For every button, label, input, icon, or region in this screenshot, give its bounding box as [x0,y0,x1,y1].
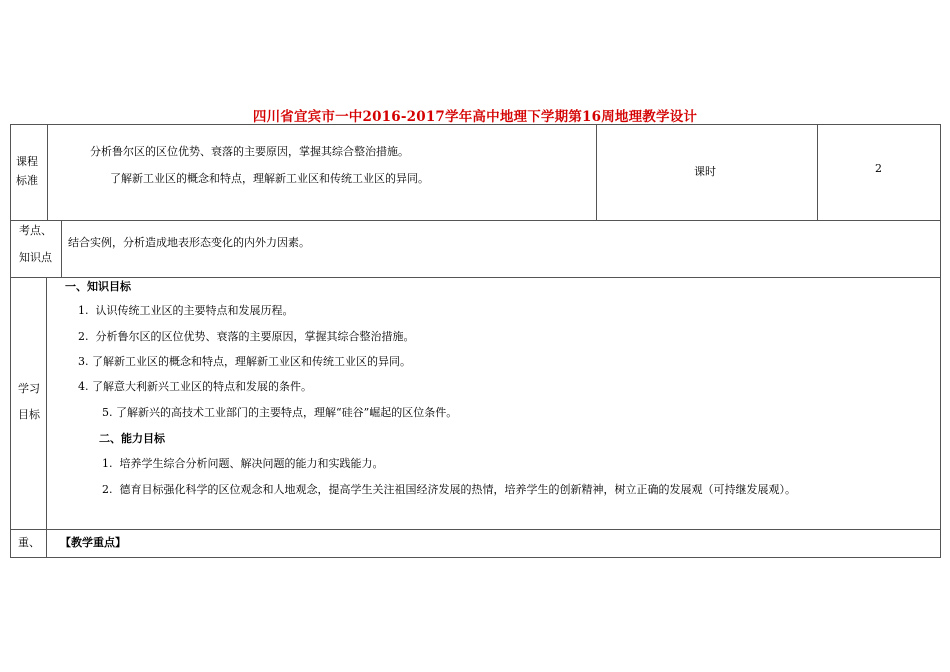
learning-goals-label: 学习 [18,382,40,395]
column-divider [47,124,48,220]
key-points-heading: 【教学重点】 [60,536,126,549]
period-value: 2 [875,162,882,175]
ability-goal-item [102,483,796,497]
row-divider [10,220,941,221]
period-label: 课时 [694,165,716,178]
item-text: 认识传统工业区的主要特点和发展历程。 [95,304,294,317]
item-text: 德育目标强化科学的区位观念和人地观念，提高学生关注祖国经济发展的热情，培养学生的创新精神，树立正确的发展观（可持继发展观）。 [119,483,796,496]
row-divider [10,277,941,278]
exam-points-label: 知识点 [19,251,52,264]
row-divider [10,529,941,530]
document-title: 四川省宜宾市一中2016-2017学年高中地理下学期第16周地理教学设计 [252,109,698,125]
item-number: 3. [78,355,89,368]
column-divider [61,220,62,277]
knowledge-goal-item [78,304,294,318]
column-divider [596,124,597,220]
item-text: 了解新工业区的概念和特点，理解新工业区和传统工业区的异同。 [92,355,411,368]
knowledge-goal-item [78,380,312,394]
exam-points-label: 考点、 [19,224,52,237]
item-text: 培养学生综合分析问题、解决问题的能力和实践能力。 [119,457,384,470]
ability-goals-heading: 二、能力目标 [99,432,165,445]
item-number: 1. [102,457,113,470]
column-divider [817,124,818,220]
item-text: 了解意大利新兴工业区的特点和发展的条件。 [92,380,312,393]
key-points-label: 重、 [18,536,40,549]
item-number: 1. [78,304,89,317]
item-number: 2. [102,483,113,496]
item-text: 了解新兴的高技术工业部门的主要特点，理解“硅谷”崛起的区位条件。 [116,406,458,419]
course-standard-text: 了解新工业区的概念和特点，理解新工业区和传统工业区的异同。 [110,172,429,185]
course-standard-text: 分析鲁尔区的区位优势、衰落的主要原因，掌握其综合整治措施。 [90,145,409,158]
knowledge-goals-heading: 一、知识目标 [65,280,131,293]
learning-goals-label: 目标 [18,408,40,421]
knowledge-goal-item [102,406,457,420]
exam-points-text: 结合实例，分析造成地表形态变化的内外力因素。 [68,236,310,249]
column-divider [46,277,47,558]
item-number: 2. [78,330,89,343]
knowledge-goal-item [78,355,411,369]
item-number: 4. [78,380,89,393]
ability-goal-item [102,457,384,471]
item-number: 5. [102,406,113,419]
course-standard-label: 标准 [16,174,38,187]
item-text: 分析鲁尔区的区位优势、衰落的主要原因，掌握其综合整治措施。 [95,330,415,343]
knowledge-goal-item [78,330,415,344]
course-standard-label: 课程 [16,155,38,168]
